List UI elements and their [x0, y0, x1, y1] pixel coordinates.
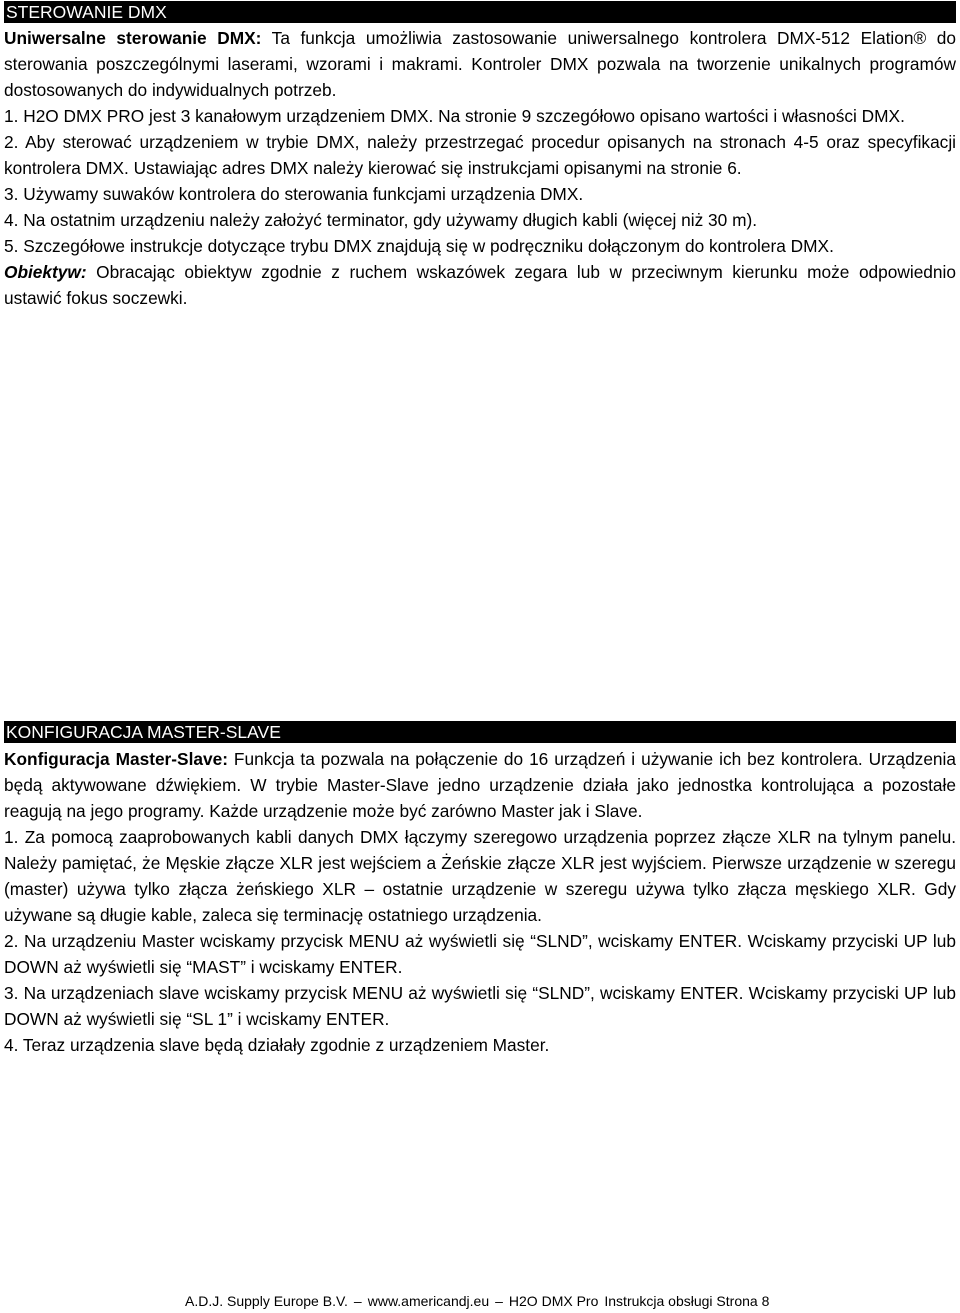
master-slave-section: [4, 721, 956, 1058]
footer-website: www.americandj.eu: [367, 1293, 490, 1309]
footer-separator-2: –: [495, 1293, 503, 1309]
section-header-dmx: STEROWANIE DMX: [4, 1, 956, 23]
footer-separator: –: [353, 1293, 362, 1309]
ms-intro-paragraph: [4, 746, 956, 824]
lens-label: Obiektyw:: [4, 262, 87, 282]
footer-company: A.D.J. Supply Europe B.V.: [185, 1293, 348, 1309]
lens-text: Obracając obiektyw zgodnie z ruchem wskazówek zegara lub w przeciwnym kierunku może odpowiednio ustawić fokus soczewki.: [4, 262, 956, 308]
ms-item-3: 3. Na urządzeniach slave wciskamy przycisk MENU aż wyświetli się “SLND”, wciskamy ENTER. Wciskamy przyciski UP lub DOWN aż wyświetli się “SL 1” i wciskamy ENTER.: [4, 983, 956, 1029]
ms-intro-text: Funkcja ta pozwala na połączenie do 16 urządzeń i używanie ich bez kontrolera. Urządzenia będą aktywowane dźwiękiem. W trybie Master-Slave jedno urządzenie działa jako jednostka kontrolująca a pozostałe reagują na jego programy. Każde urządzenie może być zarówno Master jak i Slave.: [4, 749, 956, 821]
dmx-intro-text: Ta funkcja umożliwia zastosowanie uniwersalnego kontrolera DMX-512 Elation® do sterowania poszczególnymi laserami, wzorami i makrami. Kontroler DMX pozwala na tworzenie unikalnych programów dostosowanych do indywidualnych potrzeb.: [4, 28, 956, 100]
dmx-control-section: [4, 1, 956, 311]
section-header-master-slave: KONFIGURACJA MASTER-SLAVE: [4, 721, 956, 743]
ms-item-4: 4. Teraz urządzenia slave będą działały zgodnie z urządzeniem Master.: [4, 1035, 550, 1055]
dmx-item-2: 2. Aby sterować urządzeniem w trybie DMX, należy przestrzegać procedur opisanych na stronach 4-5 oraz specyfikacji kontrolera DMX. Ustawiając adres DMX należy kierować się instrukcjami opisanymi na stronie 6.: [4, 132, 956, 178]
dmx-item-5: 5. Szczegółowe instrukcje dotyczące trybu DMX znajdują się w podręczniku dołączonym do kontrolera DMX.: [4, 236, 834, 256]
dmx-intro-label: Uniwersalne sterowanie DMX:: [4, 28, 262, 48]
dmx-item-4: 4. Na ostatnim urządzeniu należy założyć terminator, gdy używamy długich kabli (więcej niż 30 m).: [4, 210, 758, 230]
footer-page: Instrukcja obsługi Strona 8: [604, 1293, 770, 1309]
dmx-item-1: 1. H2O DMX PRO jest 3 kanałowym urządzeniem DMX. Na stronie 9 szczegółowo opisano wartości i własności DMX.: [4, 106, 905, 126]
dmx-item-3: 3. Używamy suwaków kontrolera do sterowania funkcjami urządzenia DMX.: [4, 184, 584, 204]
ms-item-1: 1. Za pomocą zaaprobowanych kabli danych DMX łączymy szeregowo urządzenia poprzez złącze XLR na tylnym panelu. Należy pamiętać, że Męskie złącze XLR jest wejściem a Żeńskie złącze XLR jest wyjściem. Pierwsze urządzenie w szeregu (master) używa tylko złącza żeńskiego XLR – ostatnie urządzenie w szeregu używa tylko złącza męskiego XLR. Gdy używane są długie kable, zaleca się terminację ostatniego urządzenia.: [4, 827, 956, 925]
dmx-intro-paragraph: [4, 25, 956, 103]
footer-product: H2O DMX Pro: [508, 1293, 599, 1309]
lens-paragraph: [4, 259, 956, 311]
ms-item-2: 2. Na urządzeniu Master wciskamy przycisk MENU aż wyświetli się “SLND”, wciskamy ENTER. Wciskamy przyciski UP lub DOWN aż wyświetli się “MAST” i wciskamy ENTER.: [4, 931, 956, 977]
ms-intro-label: Konfiguracja Master-Slave:: [4, 749, 228, 769]
page-footer: [185, 1292, 775, 1310]
